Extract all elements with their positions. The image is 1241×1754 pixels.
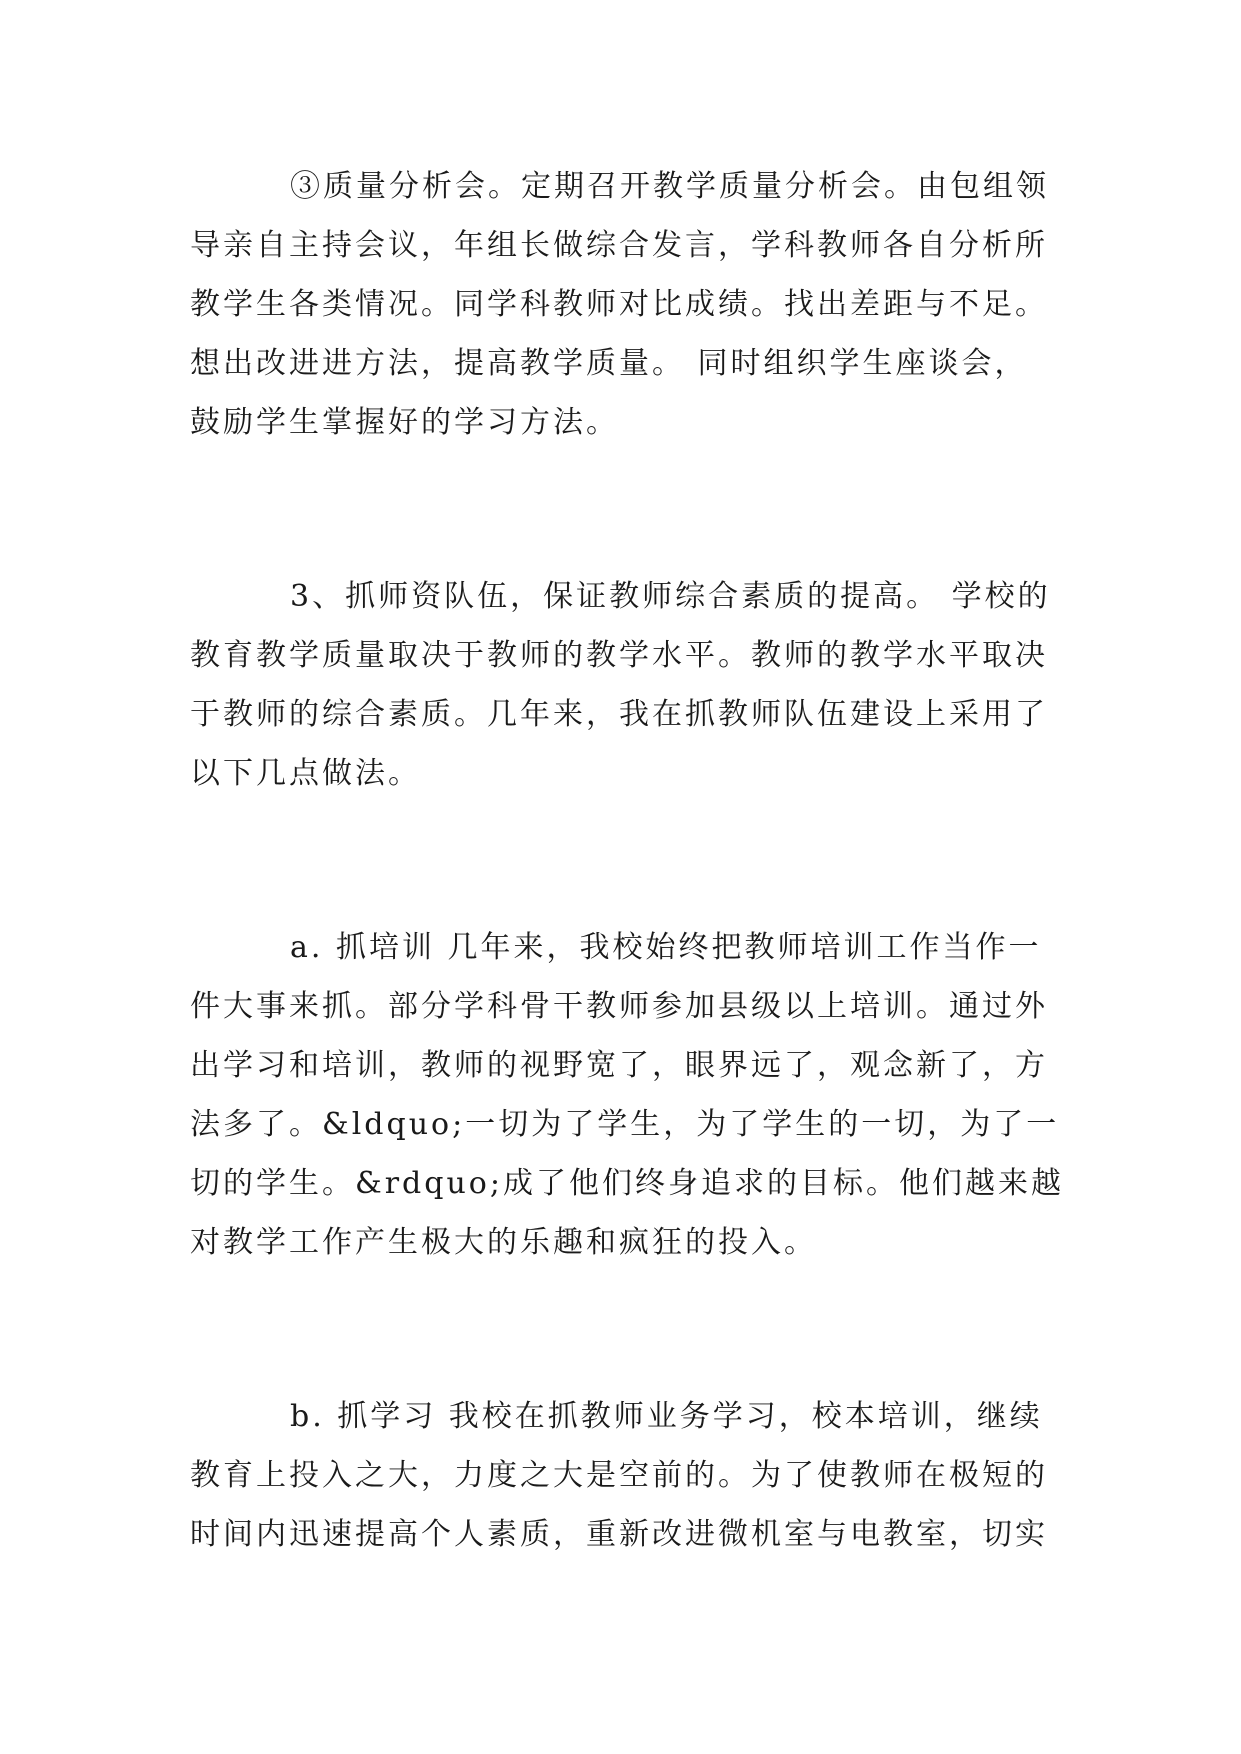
text-line: 件大事来抓。部分学科骨干教师参加县级以上培训。通过外: [190, 989, 1048, 1024]
text-line: 3、抓师资队伍，保证教师综合素质的提高。 学校的: [290, 579, 1051, 614]
paragraph-study: [190, 1387, 1070, 1564]
text-line: a. 抓培训 几年来，我校始终把教师培训工作当作一: [290, 930, 1042, 965]
text-line: 教育教学质量取决于教师的教学水平。教师的教学水平取决: [190, 638, 1048, 673]
text-line: 导亲自主持会议，年组长做综合发言，学科教师各自分析所: [190, 228, 1048, 263]
text-line: 以下几点做法。: [190, 756, 421, 791]
text-line: b. 抓学习 我校在抓教师业务学习，校本培训，继续: [290, 1399, 1043, 1434]
text-line: 于教师的综合素质。几年来，我在抓教师队伍建设上采用了: [190, 697, 1048, 732]
text-line: 切的学生。&rdquo;成了他们终身追求的目标。他们越来越: [190, 1166, 1064, 1201]
text-line: 对教学工作产生极大的乐趣和疯狂的投入。: [190, 1225, 817, 1260]
text-line: 出学习和培训，教师的视野宽了，眼界远了，观念新了，方: [190, 1048, 1048, 1083]
paragraph-teacher-team: [190, 567, 1070, 803]
text-line: ③质量分析会。定期召开教学质量分析会。由包组领: [290, 169, 1049, 204]
text-line: 鼓励学生掌握好的学习方法。: [190, 405, 619, 440]
paragraph-quality-analysis: [190, 157, 1070, 452]
paragraph-training: [190, 918, 1070, 1272]
text-line: 法多了。&ldquo;一切为了学生，为了学生的一切，为了一: [190, 1107, 1060, 1142]
text-line: 时间内迅速提高个人素质，重新改进微机室与电教室，切实: [190, 1517, 1048, 1552]
text-line: 教学生各类情况。同学科教师对比成绩。找出差距与不足。: [190, 287, 1048, 322]
text-line: 教育上投入之大，力度之大是空前的。为了使教师在极短的: [190, 1458, 1048, 1493]
text-line: 想出改进进方法，提高教学质量。 同时组织学生座谈会，: [190, 346, 1028, 381]
